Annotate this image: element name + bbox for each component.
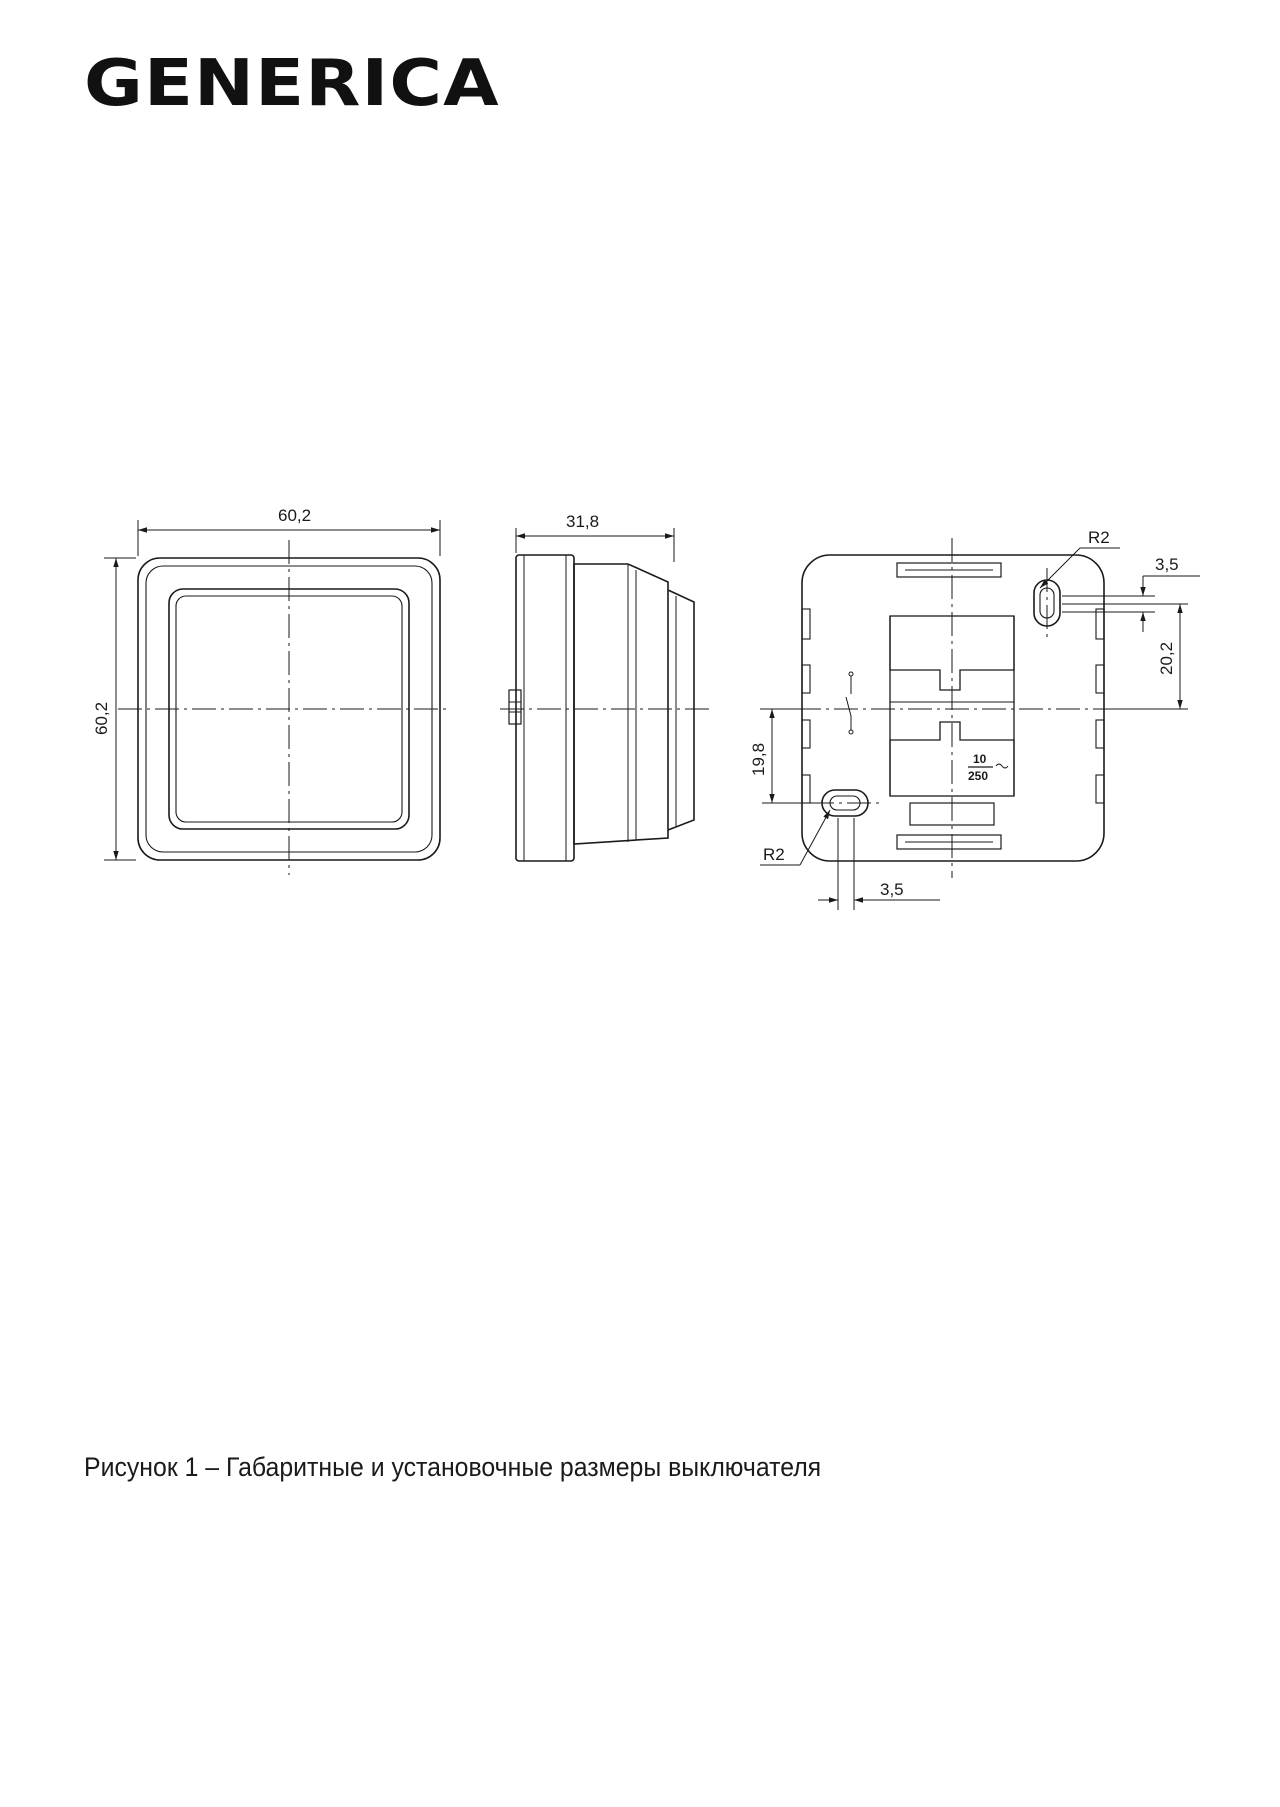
back-view [760,538,1200,910]
side-housing [574,564,668,844]
ac-symbol [996,764,1008,768]
switch-symbol [846,672,853,734]
brand-logo: GENERICA [84,47,500,121]
back-radius-top-label: R2 [1088,528,1110,547]
back-hole-offset-bottom-label: 19,8 [749,742,768,776]
side-depth-label: 31,8 [566,512,600,531]
side-rocker [668,590,694,830]
back-hole-offset-bottom-dimension [762,709,820,803]
front-height-label: 60,2 [92,701,111,735]
back-outer-frame [802,555,1104,861]
back-slot-width-top-label: 3,5 [1155,555,1179,574]
front-width-label: 60,2 [278,506,312,525]
back-hole-offset-top-label: 20,2 [1157,641,1176,675]
figure-caption: Рисунок 1 – Габаритные и установочные размеры выключателя [84,1452,822,1482]
front-view [104,520,448,875]
back-centerlines [760,538,1126,878]
side-clip [509,690,521,724]
back-radius-bottom-label: R2 [763,845,785,864]
back-slot-width-bottom-dimension [818,818,940,910]
side-base-plate [516,555,574,861]
side-depth-dimension [516,528,674,562]
back-slot-width-bottom-label: 3,5 [880,880,904,899]
front-centerlines [118,540,448,875]
rating-voltage-label: 250 [968,769,989,783]
rating-current-label: 10 [973,752,987,766]
side-view [500,528,712,861]
